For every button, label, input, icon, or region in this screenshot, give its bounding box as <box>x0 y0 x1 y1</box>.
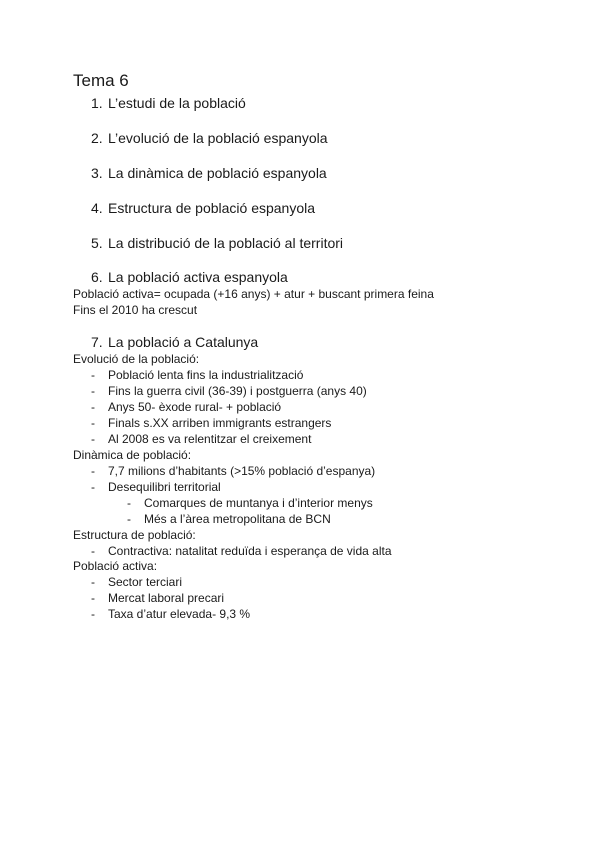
list-item-text: Mercat laboral precari <box>108 591 225 605</box>
section-3 <box>91 164 327 182</box>
list-item-text: Comarques de muntanya i d’interior menys <box>144 496 373 510</box>
section-6 <box>91 268 288 286</box>
bullet-dash: - <box>91 575 95 589</box>
list-item <box>91 464 375 479</box>
list-item-text: Anys 50- èxode rural- + població <box>108 400 282 414</box>
bullet-dash: - <box>91 464 95 478</box>
section-7 <box>91 333 258 351</box>
list-item <box>91 368 303 383</box>
section-4 <box>91 199 315 217</box>
list-item-text: Sector terciari <box>108 575 183 589</box>
section-label: La població activa espanyola <box>108 269 288 285</box>
list-item-text: 7,7 milions d’habitants (>15% població d’espanya) <box>108 464 376 478</box>
page-title: Tema 6 <box>73 71 129 90</box>
list-item-text: Contractiva: natalitat reduïda i esperança de vida alta <box>108 544 392 558</box>
list-item-text: Desequilibri territorial <box>108 480 221 494</box>
bullet-dash: - <box>91 400 95 414</box>
section-label: La distribució de la població al territori <box>108 235 344 251</box>
list-item-text: Finals s.XX arriben immigrants estrangers <box>108 416 332 430</box>
dinamica-heading: Dinàmica de població: <box>73 448 192 462</box>
section-number: 2. <box>91 130 103 146</box>
section-6-note: Fins el 2010 ha crescut <box>73 303 198 317</box>
list-item <box>91 384 367 399</box>
bullet-dash: - <box>91 544 95 558</box>
section-6-note: Població activa= ocupada (+16 anys) + atur + buscant primera feina <box>73 287 434 301</box>
bullet-dash: - <box>127 512 131 526</box>
list-item-text: Taxa d’atur elevada- 9,3 % <box>108 607 251 621</box>
bullet-dash: - <box>91 368 95 382</box>
activa-heading: Població activa: <box>73 559 158 573</box>
section-number: 6. <box>91 269 103 285</box>
list-item <box>91 591 224 606</box>
bullet-dash: - <box>91 607 95 621</box>
list-item-text: Al 2008 es va relentitzar el creixement <box>108 432 312 446</box>
list-item-text: Fins la guerra civil (36-39) i postguerra (anys 40) <box>108 384 367 398</box>
section-number: 1. <box>91 95 103 111</box>
list-item <box>91 607 250 622</box>
estructura-heading: Estructura de població: <box>73 528 196 542</box>
section-label: Estructura de població espanyola <box>108 200 316 216</box>
list-item <box>91 416 331 431</box>
section-number: 7. <box>91 334 103 350</box>
section-number: 4. <box>91 200 103 216</box>
section-label: L’estudi de la població <box>108 95 246 111</box>
section-label: L’evolució de la població espanyola <box>108 130 328 146</box>
bullet-dash: - <box>91 591 95 605</box>
list-item <box>91 400 281 415</box>
section-5 <box>91 234 343 252</box>
section-label: La població a Catalunya <box>108 334 259 350</box>
section-number: 5. <box>91 235 103 251</box>
bullet-dash: - <box>91 432 95 446</box>
section-2 <box>91 129 328 147</box>
section-1 <box>91 94 246 112</box>
section-number: 3. <box>91 165 103 181</box>
bullet-dash: - <box>91 384 95 398</box>
list-item <box>91 544 392 559</box>
list-item <box>91 480 221 495</box>
bullet-dash: - <box>127 496 131 510</box>
evolucio-heading: Evolució de la població: <box>73 352 200 366</box>
section-label: La dinàmica de població espanyola <box>108 165 327 181</box>
list-item-text: Població lenta fins la industrialització <box>108 368 304 382</box>
bullet-dash: - <box>91 416 95 430</box>
sub-list-item <box>127 496 373 511</box>
list-item <box>91 432 311 447</box>
sub-list-item <box>127 512 331 527</box>
list-item <box>91 575 182 590</box>
bullet-dash: - <box>91 480 95 494</box>
list-item-text: Més a l’àrea metropolitana de BCN <box>144 512 331 526</box>
